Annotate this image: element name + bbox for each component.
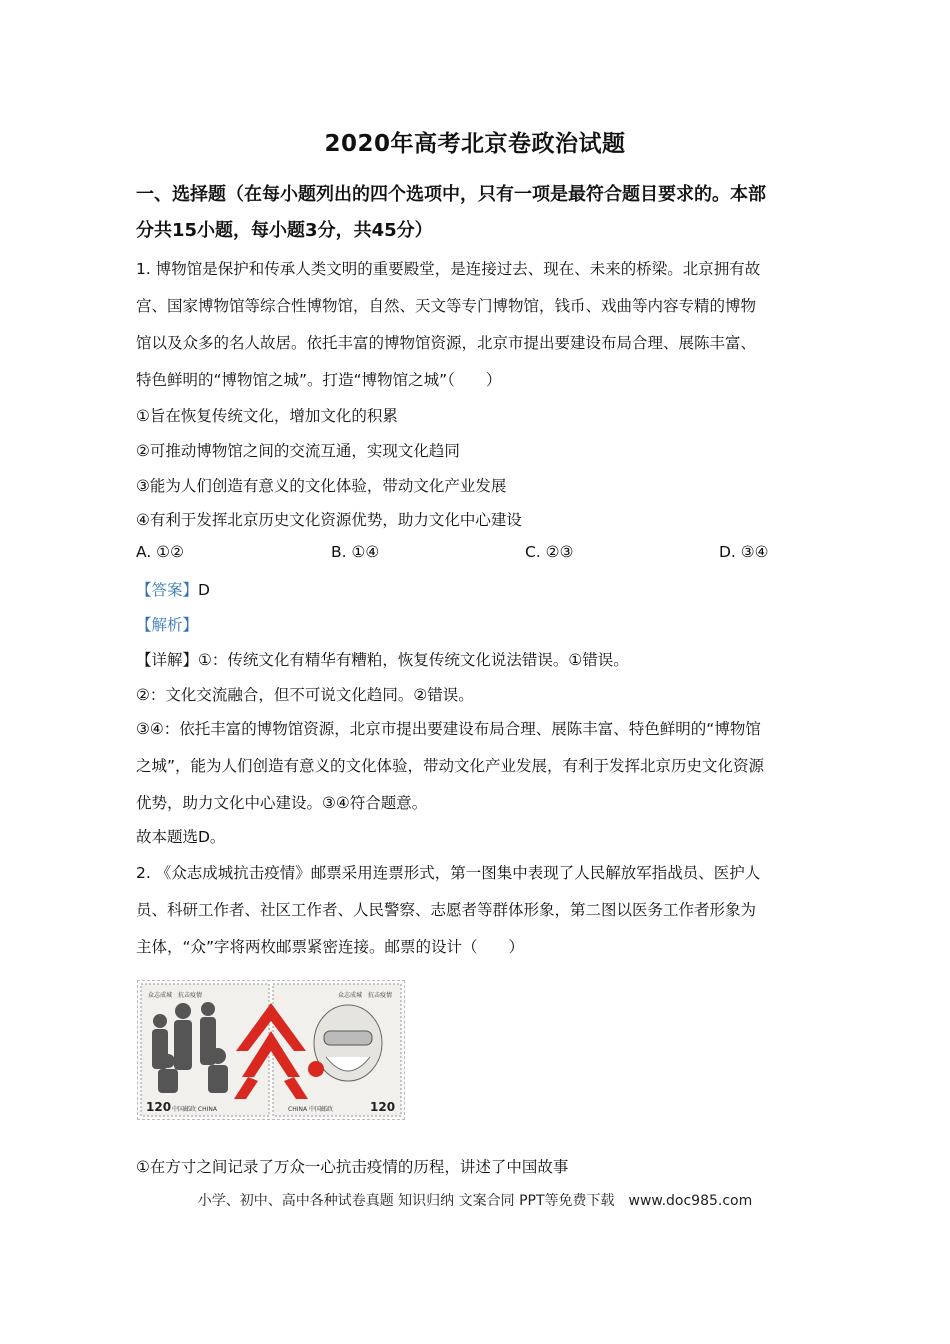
q2-statement: ①在方寸之间记录了万众一心抗击疫情的历程，讲述了中国故事 [136, 1158, 569, 1176]
section-heading-line-1: 一、选择题（在每小题列出的四个选项中，只有一项是最符合题目要求的。本部 [136, 184, 766, 205]
q1-stem-line: 1. 博物馆是保护和传承人类文明的重要殿堂，是连接过去、现在、未来的桥梁。北京拥有故 [136, 260, 761, 278]
analysis-tag: 【解析】 [136, 616, 199, 634]
q1-statement: ③能为人们创造有意义的文化体验，带动文化产业发展 [136, 477, 507, 495]
q1-stem-line: 馆以及众多的名人故居。依托丰富的博物馆资源，北京市提出要建设布局合理、展陈丰富、 [136, 334, 757, 352]
q2-stem-line: 2. 《众志成城抗击疫情》邮票采用连票形式，第一图集中表现了人民解放军指战员、医护人 [136, 864, 761, 882]
answer-tag: 【答案】 [136, 581, 199, 599]
q1-statement: ④有利于发挥北京历史文化资源优势，助力文化中心建设 [136, 511, 522, 529]
q1-statement: ①旨在恢复传统文化，增加文化的积累 [136, 407, 398, 425]
stamp-image [137, 980, 405, 1120]
section-heading-line-2: 分共15小题，每小题3分，共45分） [136, 220, 433, 241]
q2-stem-line: 主体，“众”字将两枚邮票紧密连接。邮票的设计（ ） [136, 938, 525, 956]
stamp-right-value: 120 [370, 1100, 396, 1114]
stamp-left-value: 120 [146, 1100, 172, 1114]
q2-stem-line: 员、科研工作者、社区工作者、人民警察、志愿者等群体形象，第二图以医务工作者形象为 [136, 901, 757, 919]
answer-value: D [198, 581, 210, 599]
stamp-left-caption: 众志成城 抗击疫情 [148, 992, 203, 999]
page-footer: 小学、初中、高中各种试卷真题 知识归纳 文案合同 PPT等免费下载 www.doc985.com [197, 1193, 753, 1209]
page-title: 2020年高考北京卷政治试题 [324, 131, 626, 157]
q1-option-d: D. ③④ [719, 543, 769, 561]
q1-stem-line: 特色鲜明的“博物馆之城”。打造“博物馆之城”（ ） [136, 371, 502, 389]
q1-option-c: C. ②③ [525, 543, 574, 561]
q1-detail-line: 之城”，能为人们创造有意义的文化体验，带动文化产业发展，有利于发挥北京历史文化资源 [136, 757, 765, 775]
q1-option-a: A. ①② [136, 543, 184, 561]
q1-detail-line: ②：文化交流融合，但不可说文化趋同。②错误。 [136, 686, 474, 704]
stamp-left-country: 中国邮政 CHINA [172, 1106, 217, 1113]
stamp-right-country: CHINA 中国邮政 [288, 1106, 333, 1113]
q1-detail-line: 故本题选D。 [136, 828, 226, 846]
q1-option-b: B. ①④ [331, 543, 380, 561]
q1-detail-line: 【详解】①：传统文化有精华有糟粕，恢复传统文化说法错误。①错误。 [136, 651, 629, 669]
q1-detail-line: ③④：依托丰富的博物馆资源，北京市提出要建设布局合理、展陈丰富、特色鲜明的“博物馆 [136, 720, 761, 738]
q1-answer-row [136, 578, 210, 600]
q1-statement: ②可推动博物馆之间的交流互通，实现文化趋同 [136, 442, 460, 460]
stamp-illustration [138, 981, 404, 1119]
q1-stem-line: 宫、国家博物馆等综合性博物馆，自然、天文等专门博物馆，钱币、戏曲等内容专精的博物 [136, 297, 757, 315]
stamp-right-caption: 众志成城 抗击疫情 [338, 992, 393, 999]
q1-detail-line: 优势，助力文化中心建设。③④符合题意。 [136, 794, 428, 812]
